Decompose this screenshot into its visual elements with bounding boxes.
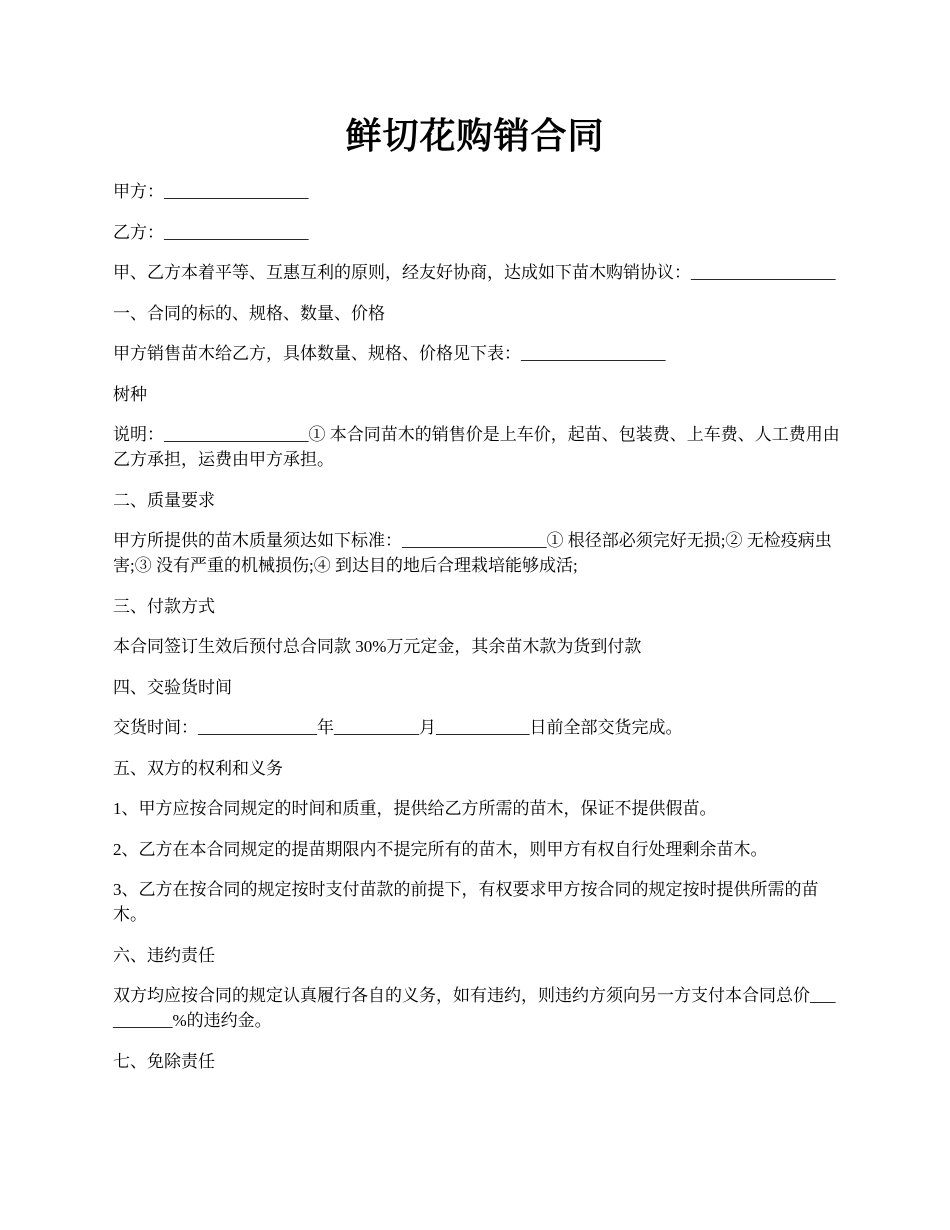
section-heading-6: 六、违约责任 (113, 945, 215, 965)
payment-paragraph: 本合同签订生效后预付总合同款 30%万元定金，其余苗木款为货到付款 (113, 637, 642, 656)
quality-paragraph: 甲方所提供的苗木质量须达如下标准：_________________① 根径部必须完好无损;② 无检疫病虫害;③ 没有严重的机械损伤;④ 到达目的地后合理栽培能够成活; (113, 531, 832, 575)
table-label-tree-species: 树种 (113, 384, 147, 404)
delivery-time-paragraph: 交货时间：______________年__________月___________日前全部交货完成。 (113, 718, 683, 737)
preamble-paragraph: 甲、乙方本着平等、互惠互利的原则，经友好协商，达成如下苗木购销协议：_________________ (113, 263, 836, 282)
clause-2: 2、乙方在本合同规定的提苗期限内不提完所有的苗木，则甲方有权自行处理剩余苗木。 (113, 839, 768, 859)
section-heading-3: 三、付款方式 (113, 596, 215, 616)
section-heading-5: 五、双方的权利和义务 (113, 758, 283, 778)
notes-paragraph: 说明：_________________① 本合同苗木的销售价是上车价，起苗、包装费、上车费、人工费用由乙方承担，运费由甲方承担。 (113, 425, 840, 469)
section-heading-1: 一、合同的标的、规格、数量、价格 (113, 303, 385, 323)
document-title: 鲜切花购销合同 (345, 116, 605, 156)
clause-3: 3、乙方在按合同的规定按时支付苗款的前提下，有权要求甲方按合同的规定按时提供所需的苗木。 (113, 880, 819, 924)
liability-paragraph: 双方均应按合同的规定认真履行各自的义务，如有违约，则违约方须向另一方支付本合同总价__________%的违约金。 (113, 986, 836, 1030)
section-heading-7: 七、免除责任 (113, 1051, 215, 1071)
section-heading-4: 四、交验货时间 (113, 677, 232, 697)
document-body (113, 179, 840, 1089)
section-heading-2: 二、质量要求 (113, 490, 215, 510)
party-b-line: 乙方：_________________ (113, 222, 309, 242)
clause-1: 1、甲方应按合同规定的时间和质重，提供给乙方所需的苗木，保证不提供假苗。 (113, 799, 717, 818)
party-a-line: 甲方：_________________ (113, 182, 309, 201)
body-paragraph: 甲方销售苗木给乙方，具体数量、规格、价格见下表：_________________ (113, 344, 666, 363)
